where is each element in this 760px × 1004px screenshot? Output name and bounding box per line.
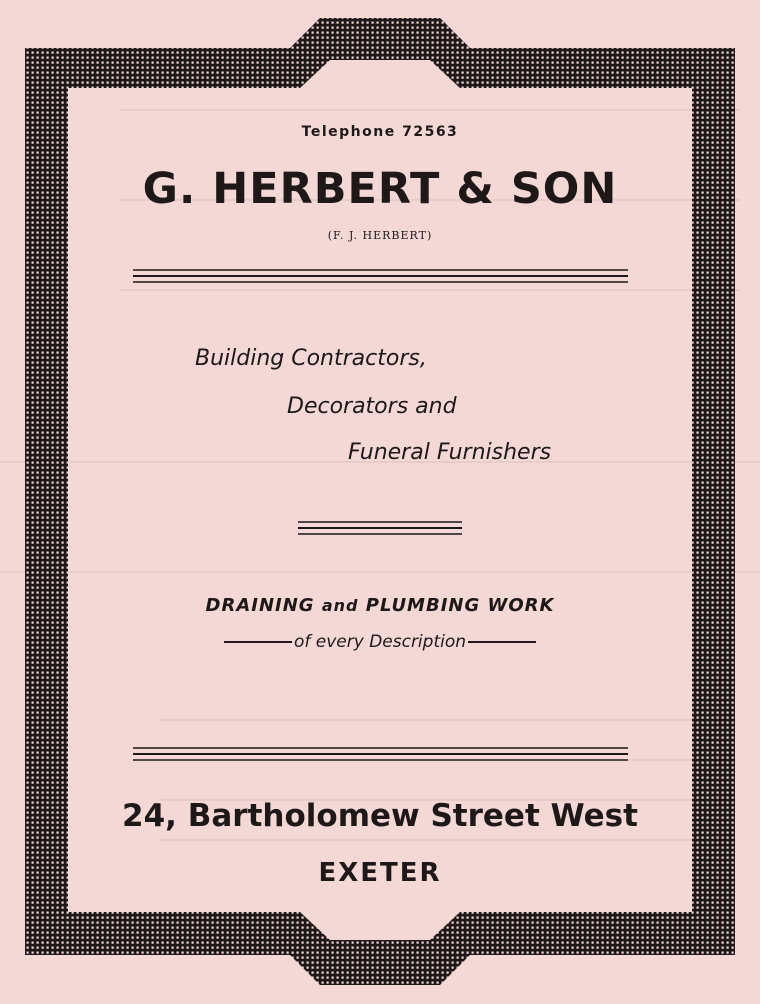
plumbing-work-words: PLUMBING WORK <box>365 595 555 616</box>
description-text: of every Description <box>293 632 467 652</box>
draining-plumbing-heading <box>0 595 760 616</box>
rule-top <box>0 266 760 286</box>
service-decorators: Decorators and <box>287 394 457 419</box>
rule-bottom <box>0 744 760 764</box>
rule-middle <box>0 518 760 538</box>
dash-right <box>468 641 536 643</box>
dash-left <box>224 641 292 643</box>
telephone-number: Telephone 72563 <box>301 124 459 140</box>
description-line <box>0 632 760 652</box>
and-word: and <box>321 596 359 615</box>
service-funeral-furnishers: Funeral Furnishers <box>348 440 552 465</box>
service-building-contractors: Building Contractors, <box>195 346 427 371</box>
city-name: EXETER <box>318 858 442 888</box>
draining-word: DRAINING <box>205 595 315 616</box>
street-address: 24, Bartholomew Street West <box>122 798 638 834</box>
proprietor-name: (F. J. HERBERT) <box>327 229 433 242</box>
firm-name: G. HERBERT & SON <box>142 164 618 214</box>
